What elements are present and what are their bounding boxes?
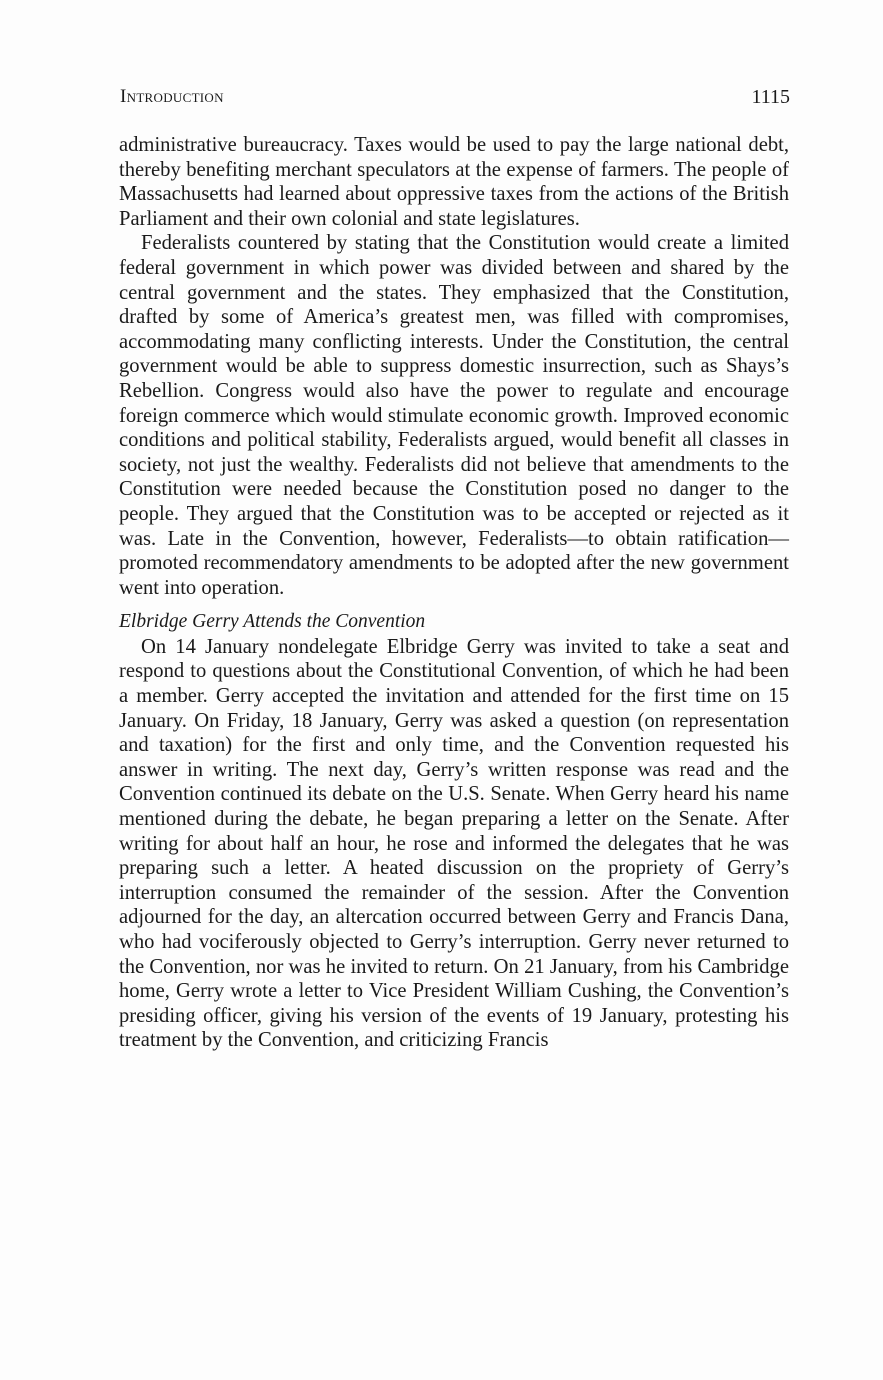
body-text <box>119 133 789 1053</box>
running-head <box>120 86 790 110</box>
paragraph-continued: administrative bureaucracy. Taxes would be used to pay the large national debt, thereby benefiting merchant speculators at the expense of farmers. The people of Massachusetts had learned about oppressive taxes from the actions of the British Parliament and their own colonial and state legislatures. <box>119 134 789 230</box>
page-number: 1115 <box>751 86 790 108</box>
section-heading: Elbridge Gerry Attends the Convention <box>119 611 426 633</box>
paragraph-federalists: Federalists countered by stating that the Constitution would create a limited federal government in which power was divided between and shared by the central government and the states. They emphasized that the Constitution, drafted by some of America’s greatest men, was filled with compromises, accommodating many conflicting interests. Under the Constitution, the central government would be able to suppress domestic insurrection, such as Shays’s Rebellion. Congress would also have the power to regulate and encourage foreign commerce which would stimulate economic growth. Improved economic conditions and political stability, Federalists argued, would benefit all classes in society, not just the wealthy. Federalists did not believe that amendments to the Constitution were needed because the Constitution posed no danger to the people. They argued that the Constitution was to be accepted or rejected as it was. Late in the Convention, however, Federalists—to obtain ratification—promoted recommendatory amendments to be adopted after the new government went into operation. <box>119 232 789 599</box>
running-title: Introduction <box>120 86 224 107</box>
paragraph-gerry: On 14 January nondelegate Elbridge Gerry was invited to take a seat and respond to questions about the Constitutional Convention, of which he had been a member. Gerry accepted the invitation and attended for the first time on 15 January. On Friday, 18 January, Gerry was asked a question (on representation and taxation) for the first and only time, and the Convention requested his answer in writing. The next day, Gerry’s written response was read and the Convention continued its debate on the U.S. Senate. When Gerry heard his name mentioned during the debate, he began preparing a letter on the Senate. After writing for about half an hour, he rose and informed the delegates that he was preparing such a letter. A heated discussion on the propriety of Gerry’s interruption consumed the remainder of the session. After the Convention adjourned for the day, an altercation occurred between Gerry and Francis Dana, who had vociferously objected to Gerry’s interruption. Gerry never returned to the Convention, nor was he invited to return. On 21 January, from his Cambridge home, Gerry wrote a letter to Vice President William Cushing, the Convention’s presiding officer, giving his version of the events of 19 January, protesting his treatment by the Convention, and criticizing Francis <box>119 635 789 1052</box>
